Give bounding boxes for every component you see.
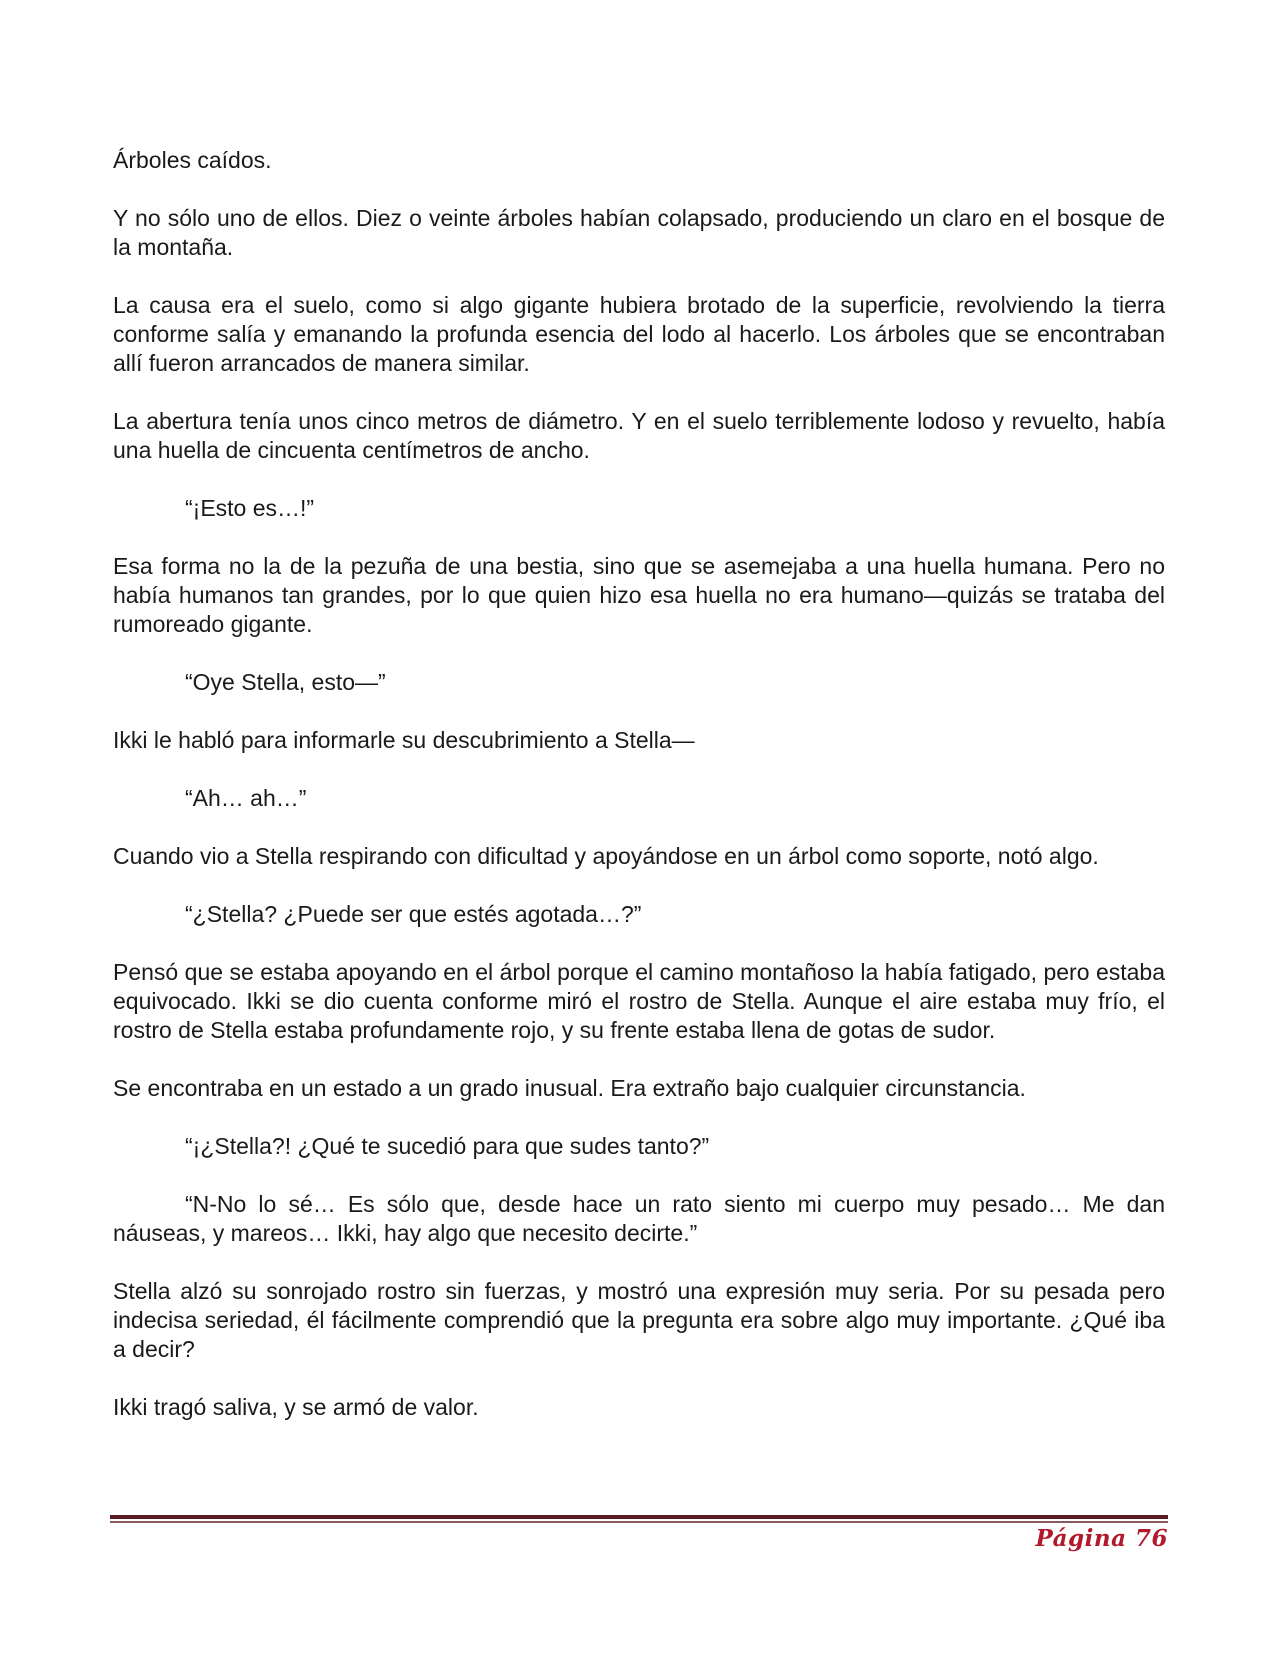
paragraph: Y no sólo uno de ellos. Diez o veinte árboles habían colapsado, produciendo un claro en el bosque de la montaña. (113, 205, 1165, 260)
footer-divider (110, 1515, 1168, 1523)
paragraph: Árboles caídos. (113, 147, 272, 173)
dialogue-line: “Ah… ah…” (185, 785, 307, 811)
paragraph: La causa era el suelo, como si algo gigante hubiera brotado de la superficie, revolviendo la tierra conforme salía y emanando la profunda esencia del lodo al hacerlo. Los árboles que se encontraban allí fueron arrancados de manera similar. (113, 292, 1165, 376)
dialogue-line: “Oye Stella, esto—” (185, 669, 386, 695)
dialogue-line: “¡Esto es…!” (185, 495, 315, 521)
footer-divider-thin (110, 1521, 1168, 1523)
footer-divider-thick (110, 1515, 1168, 1519)
paragraph: Ikki le habló para informarle su descubrimiento a Stella— (113, 727, 695, 753)
dialogue-line: “¿Stella? ¿Puede ser que estés agotada…?” (185, 901, 642, 927)
page-number: Página 76 (1035, 1525, 1168, 1552)
page-body (113, 146, 1165, 1451)
paragraph: Stella alzó su sonrojado rostro sin fuerzas, y mostró una expresión muy seria. Por su pesada pero indecisa seriedad, él fácilmente comprendió que la pregunta era sobre algo muy importante. ¿Qué iba a decir? (113, 1278, 1165, 1362)
paragraph: Pensó que se estaba apoyando en el árbol porque el camino montañoso la había fatigado, pero estaba equivocado. Ikki se dio cuenta conforme miró el rostro de Stella. Aunque el aire estaba muy frío, el rostro de Stella estaba profundamente rojo, y su frente estaba llena de gotas de sudor. (113, 959, 1165, 1043)
dialogue-line: “¡¿Stella?! ¿Qué te sucedió para que sudes tanto?” (185, 1133, 710, 1159)
paragraph: Se encontraba en un estado a un grado inusual. Era extraño bajo cualquier circunstancia. (113, 1075, 1026, 1101)
paragraph: La abertura tenía unos cinco metros de diámetro. Y en el suelo terriblemente lodoso y revuelto, había una huella de cincuenta centímetros de ancho. (113, 408, 1165, 463)
dialogue-line: “N-No lo sé… Es sólo que, desde hace un rato siento mi cuerpo muy pesado… Me dan náuseas, y mareos… Ikki, hay algo que necesito decirte.” (113, 1191, 1165, 1246)
paragraph: Ikki tragó saliva, y se armó de valor. (113, 1394, 479, 1420)
paragraph: Cuando vio a Stella respirando con dificultad y apoyándose en un árbol como soporte, notó algo. (113, 843, 1099, 869)
paragraph: Esa forma no la de la pezuña de una bestia, sino que se asemejaba a una huella humana. Pero no había humanos tan grandes, por lo que quien hizo esa huella no era humano—quizás se trataba del rumoreado gigante. (113, 553, 1165, 637)
